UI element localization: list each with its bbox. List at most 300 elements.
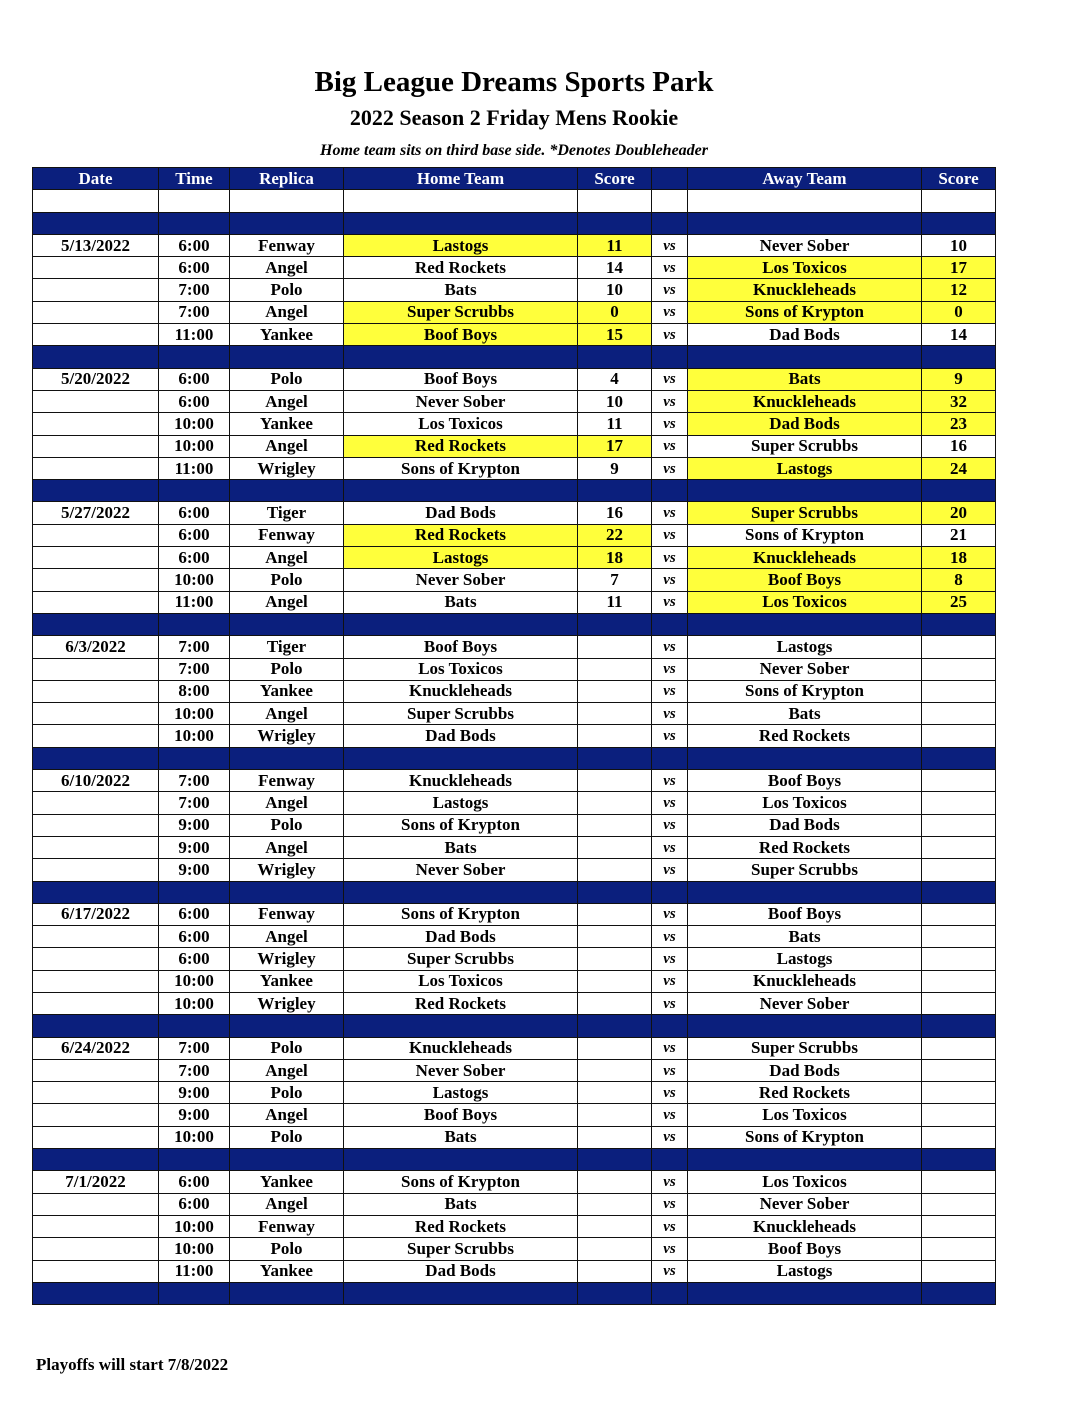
away-team: Never Sober [688, 658, 922, 680]
game-row [33, 970, 996, 992]
away-team: Knuckleheads [688, 279, 922, 301]
week-separator-cell [33, 1282, 159, 1304]
game-date [33, 992, 159, 1014]
home-team: Super Scrubbs [344, 703, 578, 725]
away-score: 24 [922, 457, 996, 479]
home-team: Dad Bods [344, 1260, 578, 1282]
blank-row-cell [159, 190, 230, 212]
game-date [33, 1215, 159, 1237]
header-time: Time [159, 168, 230, 190]
away-score: 12 [922, 279, 996, 301]
home-team: Red Rockets [344, 257, 578, 279]
away-score: 8 [922, 569, 996, 591]
game-row [33, 1126, 996, 1148]
game-date [33, 1082, 159, 1104]
home-team: Dad Bods [344, 926, 578, 948]
game-time: 11:00 [159, 324, 230, 346]
game-time: 6:00 [159, 1193, 230, 1215]
away-score [922, 970, 996, 992]
home-score [578, 1193, 652, 1215]
away-team: Boof Boys [688, 770, 922, 792]
game-date [33, 301, 159, 323]
week-separator-cell [922, 1015, 996, 1037]
home-score [578, 770, 652, 792]
week-separator-cell [33, 881, 159, 903]
game-time: 9:00 [159, 1104, 230, 1126]
away-team: Super Scrubbs [688, 435, 922, 457]
vs-label: vs [652, 992, 688, 1014]
game-time: 10:00 [159, 435, 230, 457]
game-replica: Angel [230, 1059, 344, 1081]
week-separator [33, 747, 996, 769]
game-date [33, 435, 159, 457]
week-separator-cell [578, 480, 652, 502]
game-time: 11:00 [159, 1260, 230, 1282]
week-separator-cell [159, 1015, 230, 1037]
game-date [33, 524, 159, 546]
away-score: 18 [922, 547, 996, 569]
away-team: Never Sober [688, 992, 922, 1014]
away-score: 10 [922, 234, 996, 256]
game-date: 7/1/2022 [33, 1171, 159, 1193]
week-separator-cell [652, 881, 688, 903]
week-separator [33, 1149, 996, 1171]
game-time: 7:00 [159, 658, 230, 680]
home-team: Lastogs [344, 234, 578, 256]
game-time: 10:00 [159, 970, 230, 992]
vs-label: vs [652, 435, 688, 457]
game-row [33, 859, 996, 881]
week-separator-cell [159, 346, 230, 368]
week-separator-cell [578, 346, 652, 368]
game-date [33, 324, 159, 346]
home-score [578, 792, 652, 814]
away-score [922, 836, 996, 858]
away-team: Boof Boys [688, 903, 922, 925]
game-row [33, 547, 996, 569]
week-separator-cell [578, 747, 652, 769]
home-team: Never Sober [344, 569, 578, 591]
away-score [922, 859, 996, 881]
blank-row-cell [33, 190, 159, 212]
game-row [33, 725, 996, 747]
game-time: 9:00 [159, 1082, 230, 1104]
game-time: 8:00 [159, 680, 230, 702]
game-replica: Yankee [230, 680, 344, 702]
home-team: Lastogs [344, 547, 578, 569]
vs-label: vs [652, 569, 688, 591]
week-separator-cell [344, 1015, 578, 1037]
home-team: Super Scrubbs [344, 948, 578, 970]
week-separator-cell [922, 480, 996, 502]
away-team: Super Scrubbs [688, 1037, 922, 1059]
home-score [578, 725, 652, 747]
away-score: 17 [922, 257, 996, 279]
header-away-team: Away Team [688, 168, 922, 190]
week-separator [33, 480, 996, 502]
home-score [578, 926, 652, 948]
week-separator-cell [652, 1282, 688, 1304]
away-team: Sons of Krypton [688, 680, 922, 702]
home-score: 10 [578, 390, 652, 412]
home-score [578, 992, 652, 1014]
week-separator-cell [344, 613, 578, 635]
week-separator-cell [230, 346, 344, 368]
week-separator [33, 881, 996, 903]
game-replica: Polo [230, 279, 344, 301]
away-score [922, 703, 996, 725]
game-replica: Polo [230, 368, 344, 390]
vs-label: vs [652, 770, 688, 792]
game-row [33, 814, 996, 836]
game-time: 9:00 [159, 836, 230, 858]
away-team: Knuckleheads [688, 547, 922, 569]
away-team: Dad Bods [688, 324, 922, 346]
game-replica: Yankee [230, 413, 344, 435]
week-separator [33, 1282, 996, 1304]
game-time: 10:00 [159, 1215, 230, 1237]
game-time: 7:00 [159, 301, 230, 323]
home-team: Los Toxicos [344, 658, 578, 680]
home-score [578, 680, 652, 702]
away-team: Dad Bods [688, 814, 922, 836]
away-score: 25 [922, 591, 996, 613]
game-row [33, 569, 996, 591]
home-score [578, 1215, 652, 1237]
away-team: Lastogs [688, 948, 922, 970]
game-time: 10:00 [159, 725, 230, 747]
game-date [33, 257, 159, 279]
vs-label: vs [652, 547, 688, 569]
away-team: Never Sober [688, 1193, 922, 1215]
week-separator-cell [230, 1015, 344, 1037]
game-time: 10:00 [159, 703, 230, 725]
away-team: Bats [688, 926, 922, 948]
week-separator-cell [922, 1149, 996, 1171]
game-row [33, 926, 996, 948]
game-date: 6/3/2022 [33, 636, 159, 658]
game-date [33, 970, 159, 992]
vs-label: vs [652, 524, 688, 546]
away-team: Knuckleheads [688, 1215, 922, 1237]
game-row [33, 703, 996, 725]
week-separator-cell [688, 346, 922, 368]
week-separator-cell [230, 747, 344, 769]
game-row [33, 457, 996, 479]
vs-label: vs [652, 279, 688, 301]
away-score [922, 658, 996, 680]
game-date [33, 1260, 159, 1282]
vs-label: vs [652, 257, 688, 279]
week-separator-cell [230, 212, 344, 234]
away-score [922, 948, 996, 970]
away-team: Los Toxicos [688, 792, 922, 814]
game-time: 6:00 [159, 903, 230, 925]
game-replica: Angel [230, 926, 344, 948]
week-separator-cell [922, 212, 996, 234]
vs-label: vs [652, 591, 688, 613]
home-score: 11 [578, 234, 652, 256]
game-time: 6:00 [159, 926, 230, 948]
away-score [922, 814, 996, 836]
game-row [33, 413, 996, 435]
week-separator-cell [688, 480, 922, 502]
blank-row-cell [922, 190, 996, 212]
home-team: Boof Boys [344, 368, 578, 390]
game-date [33, 792, 159, 814]
game-replica: Yankee [230, 970, 344, 992]
week-separator-cell [230, 1149, 344, 1171]
away-score [922, 1260, 996, 1282]
game-time: 6:00 [159, 257, 230, 279]
home-team: Never Sober [344, 859, 578, 881]
game-replica: Polo [230, 1126, 344, 1148]
vs-label: vs [652, 970, 688, 992]
week-separator-cell [578, 1149, 652, 1171]
vs-label: vs [652, 324, 688, 346]
header-home-score: Score [578, 168, 652, 190]
away-score [922, 636, 996, 658]
schedule-body [33, 190, 996, 1305]
home-team: Knuckleheads [344, 1037, 578, 1059]
home-team: Dad Bods [344, 725, 578, 747]
away-team: Los Toxicos [688, 257, 922, 279]
game-date [33, 1104, 159, 1126]
home-score: 10 [578, 279, 652, 301]
week-separator-cell [688, 1282, 922, 1304]
week-separator-cell [159, 881, 230, 903]
vs-label: vs [652, 792, 688, 814]
week-separator-cell [688, 747, 922, 769]
week-separator-cell [578, 613, 652, 635]
away-team: Knuckleheads [688, 390, 922, 412]
game-row [33, 1171, 996, 1193]
game-date: 5/20/2022 [33, 368, 159, 390]
game-row [33, 368, 996, 390]
vs-label: vs [652, 948, 688, 970]
home-team: Sons of Krypton [344, 903, 578, 925]
week-separator-cell [652, 747, 688, 769]
away-score: 21 [922, 524, 996, 546]
game-row [33, 301, 996, 323]
home-score: 11 [578, 413, 652, 435]
game-replica: Polo [230, 658, 344, 680]
home-score [578, 1104, 652, 1126]
week-separator-cell [159, 480, 230, 502]
game-row [33, 1260, 996, 1282]
game-time: 9:00 [159, 814, 230, 836]
week-separator-cell [33, 212, 159, 234]
game-time: 6:00 [159, 234, 230, 256]
away-team: Sons of Krypton [688, 301, 922, 323]
game-replica: Polo [230, 1082, 344, 1104]
away-score [922, 1193, 996, 1215]
away-team: Super Scrubbs [688, 859, 922, 881]
game-time: 11:00 [159, 591, 230, 613]
week-separator-cell [688, 613, 922, 635]
blank-row-cell [688, 190, 922, 212]
away-team: Super Scrubbs [688, 502, 922, 524]
page-note: Home team sits on third base side. *Denotes Doubleheader [320, 142, 708, 159]
home-team: Red Rockets [344, 524, 578, 546]
vs-label: vs [652, 859, 688, 881]
game-replica: Tiger [230, 636, 344, 658]
home-team: Knuckleheads [344, 770, 578, 792]
game-replica: Angel [230, 547, 344, 569]
week-separator-cell [230, 480, 344, 502]
away-score [922, 792, 996, 814]
game-date [33, 1126, 159, 1148]
game-row [33, 836, 996, 858]
week-separator-cell [688, 1015, 922, 1037]
game-time: 6:00 [159, 1171, 230, 1193]
game-time: 7:00 [159, 279, 230, 301]
page-title: Big League Dreams Sports Park [314, 66, 714, 98]
week-separator [33, 212, 996, 234]
game-date [33, 547, 159, 569]
week-separator-cell [578, 881, 652, 903]
game-row [33, 903, 996, 925]
game-row [33, 948, 996, 970]
home-team: Bats [344, 591, 578, 613]
game-row [33, 591, 996, 613]
away-score [922, 1126, 996, 1148]
game-row [33, 524, 996, 546]
away-score [922, 1037, 996, 1059]
header-away-score: Score [922, 168, 996, 190]
vs-label: vs [652, 457, 688, 479]
away-score [922, 1171, 996, 1193]
home-score [578, 658, 652, 680]
week-separator-cell [344, 212, 578, 234]
game-replica: Wrigley [230, 457, 344, 479]
game-date [33, 703, 159, 725]
game-date: 6/24/2022 [33, 1037, 159, 1059]
week-separator-cell [159, 212, 230, 234]
home-score [578, 1171, 652, 1193]
vs-label: vs [652, 1260, 688, 1282]
game-date [33, 725, 159, 747]
home-score [578, 836, 652, 858]
game-date [33, 836, 159, 858]
home-score [578, 1059, 652, 1081]
blank-row-cell [652, 190, 688, 212]
game-row [33, 992, 996, 1014]
away-score [922, 725, 996, 747]
home-score [578, 859, 652, 881]
week-separator-cell [652, 1149, 688, 1171]
away-team: Red Rockets [688, 1082, 922, 1104]
away-score [922, 1104, 996, 1126]
home-score: 11 [578, 591, 652, 613]
home-score [578, 636, 652, 658]
game-row [33, 1059, 996, 1081]
vs-label: vs [652, 1037, 688, 1059]
game-date [33, 457, 159, 479]
away-score: 9 [922, 368, 996, 390]
game-replica: Angel [230, 257, 344, 279]
week-separator-cell [159, 747, 230, 769]
game-date [33, 658, 159, 680]
game-replica: Polo [230, 1037, 344, 1059]
game-date [33, 390, 159, 412]
game-row [33, 770, 996, 792]
vs-label: vs [652, 413, 688, 435]
home-score [578, 1082, 652, 1104]
home-score: 4 [578, 368, 652, 390]
home-team: Bats [344, 836, 578, 858]
week-separator-cell [33, 1015, 159, 1037]
game-row [33, 680, 996, 702]
vs-label: vs [652, 502, 688, 524]
game-replica: Angel [230, 1104, 344, 1126]
week-separator-cell [344, 480, 578, 502]
week-separator-cell [688, 1149, 922, 1171]
vs-label: vs [652, 636, 688, 658]
game-replica: Wrigley [230, 992, 344, 1014]
game-date [33, 591, 159, 613]
away-team: Red Rockets [688, 836, 922, 858]
blank-row-cell [230, 190, 344, 212]
vs-label: vs [652, 926, 688, 948]
away-team: Dad Bods [688, 413, 922, 435]
home-score [578, 948, 652, 970]
vs-label: vs [652, 1215, 688, 1237]
game-row [33, 1215, 996, 1237]
home-team: Never Sober [344, 1059, 578, 1081]
away-score [922, 680, 996, 702]
game-row [33, 257, 996, 279]
game-replica: Wrigley [230, 725, 344, 747]
home-score: 16 [578, 502, 652, 524]
vs-label: vs [652, 1104, 688, 1126]
home-score [578, 1126, 652, 1148]
game-replica: Angel [230, 836, 344, 858]
week-separator-cell [922, 881, 996, 903]
away-score [922, 926, 996, 948]
game-replica: Polo [230, 814, 344, 836]
game-date: 5/13/2022 [33, 234, 159, 256]
home-team: Lastogs [344, 1082, 578, 1104]
away-score: 32 [922, 390, 996, 412]
week-separator-cell [230, 613, 344, 635]
home-score [578, 814, 652, 836]
home-team: Los Toxicos [344, 970, 578, 992]
home-score: 14 [578, 257, 652, 279]
game-replica: Wrigley [230, 859, 344, 881]
vs-label: vs [652, 1126, 688, 1148]
home-score: 18 [578, 547, 652, 569]
game-replica: Fenway [230, 903, 344, 925]
away-team: Lastogs [688, 636, 922, 658]
home-score: 22 [578, 524, 652, 546]
home-team: Super Scrubbs [344, 1238, 578, 1260]
vs-label: vs [652, 390, 688, 412]
away-score [922, 1215, 996, 1237]
vs-label: vs [652, 658, 688, 680]
away-score [922, 1238, 996, 1260]
game-row [33, 435, 996, 457]
schedule-table [32, 167, 996, 1305]
home-team: Boof Boys [344, 324, 578, 346]
away-team: Sons of Krypton [688, 524, 922, 546]
away-score: 0 [922, 301, 996, 323]
blank-row [33, 190, 996, 212]
home-team: Bats [344, 279, 578, 301]
home-score [578, 970, 652, 992]
away-score [922, 903, 996, 925]
vs-label: vs [652, 301, 688, 323]
